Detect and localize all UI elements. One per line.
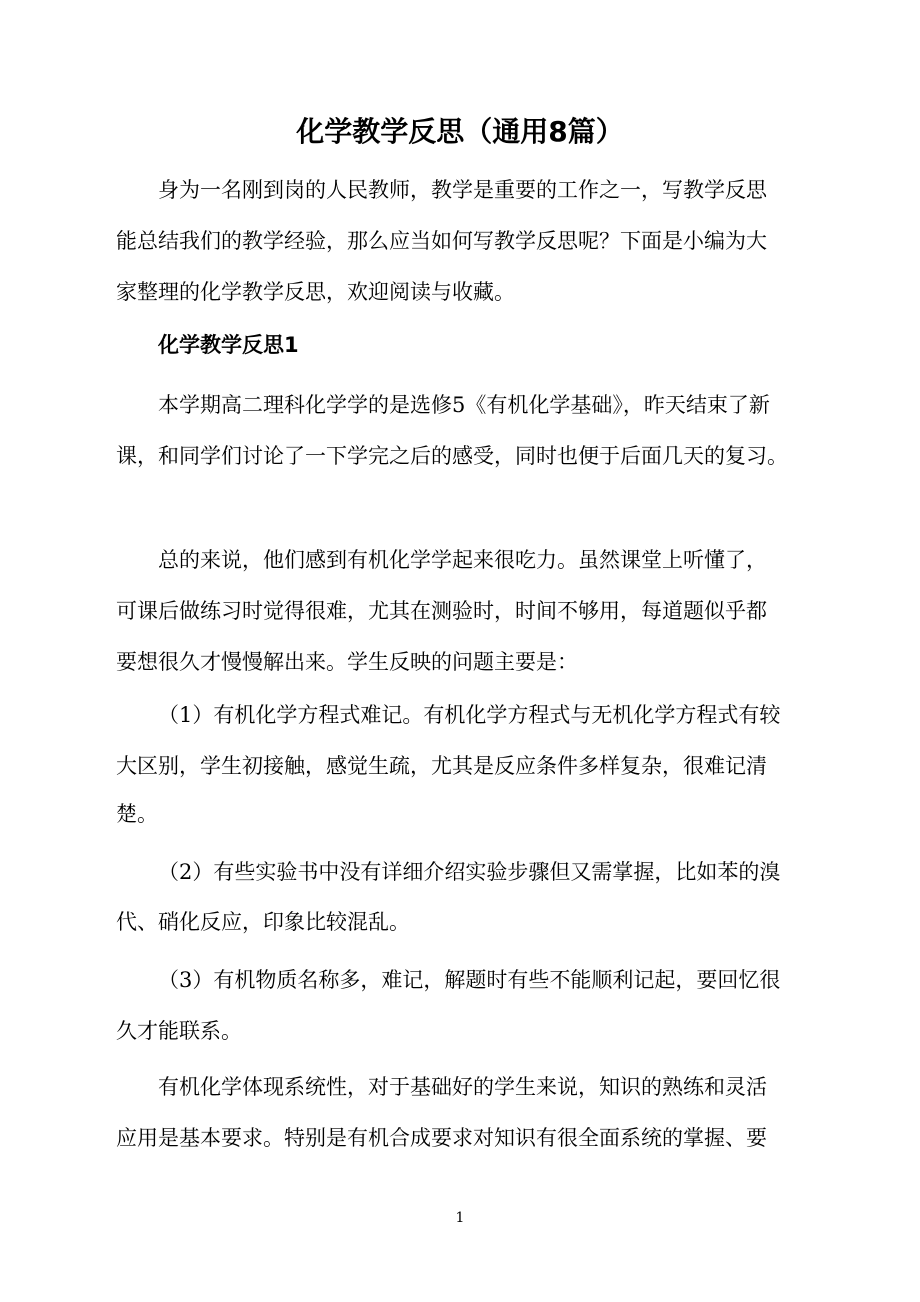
paragraph-line: 总的来说，他们感到有机化学学起来很吃力。虽然课堂上听懂了， bbox=[158, 548, 767, 572]
paragraph-line: 要想很久才慢慢解出来。学生反映的问题主要是： bbox=[116, 650, 578, 674]
list-item-line: 久才能联系。 bbox=[116, 1019, 242, 1043]
intro-line: 身为一名刚到岗的人民教师，教学是重要的工作之一，写教学反思 bbox=[158, 178, 767, 202]
list-item-line: 代、硝化反应，印象比较混乱。 bbox=[116, 910, 410, 934]
intro-line: 家整理的化学教学反思，欢迎阅读与收藏。 bbox=[116, 280, 515, 304]
list-item-line: 大区别，学生初接触，感觉生疏，尤其是反应条件多样复杂，很难记清 bbox=[116, 754, 767, 778]
paragraph-line: 有机化学体现系统性，对于基础好的学生来说，知识的熟练和灵活 bbox=[158, 1075, 767, 1099]
page-number: 1 bbox=[455, 1210, 465, 1226]
paragraph-line: 可课后做练习时觉得很难，尤其在测验时，时间不够用，每道题似乎都 bbox=[116, 599, 767, 623]
paragraph-line: 本学期高二理科化学学的是选修5《有机化学基础》，昨天结束了新 bbox=[158, 393, 770, 417]
intro-line: 能总结我们的教学经验，那么应当如何写教学反思呢？下面是小编为大 bbox=[116, 229, 767, 253]
list-item-line: （2）有些实验书中没有详细介绍实验步骤但又需掌握，比如苯的溴 bbox=[158, 860, 781, 884]
document-title: 化学教学反思（通用8篇） bbox=[296, 115, 624, 148]
section-heading: 化学教学反思1 bbox=[158, 333, 299, 357]
paragraph-line: 课，和同学们讨论了一下学完之后的感受，同时也便于后面几天的复习。 bbox=[116, 444, 788, 468]
paragraph-line: 应用是基本要求。特别是有机合成要求对知识有很全面系统的掌握、要 bbox=[116, 1126, 767, 1150]
list-item-line: （3）有机物质名称多，难记，解题时有些不能顺利记起，要回忆很 bbox=[158, 968, 781, 992]
list-item-line: 楚。 bbox=[116, 802, 158, 826]
list-item-line: （1）有机化学方程式难记。有机化学方程式与无机化学方程式有较 bbox=[158, 703, 781, 727]
